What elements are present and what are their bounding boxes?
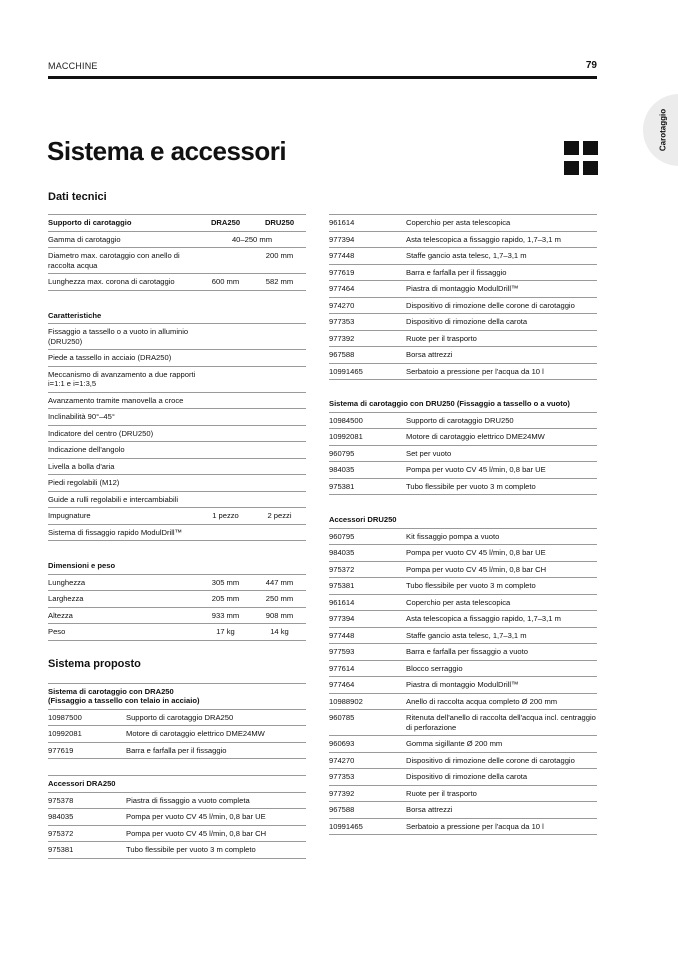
- support-header-dru250: DRU250: [253, 215, 306, 232]
- list-item: [329, 528, 597, 545]
- item-code: 977353: [329, 769, 406, 786]
- dru-accessories-table: [329, 512, 597, 835]
- table-row: [48, 409, 306, 426]
- list-item: [329, 347, 597, 364]
- list-item: [329, 710, 597, 736]
- item-description: Ruote per il trasporto: [406, 785, 597, 802]
- list-item: [329, 769, 597, 786]
- item-description: Tubo flessibile per vuoto 3 m completo: [406, 478, 597, 495]
- row-label: Lunghezza: [48, 574, 198, 591]
- row-value-dra: 1 pezzo: [198, 508, 253, 525]
- row-value-dru: [253, 392, 306, 409]
- table-row: [48, 425, 306, 442]
- row-label: Indicazione dell'angolo: [48, 442, 198, 459]
- item-description: Dispositivo di rimozione delle corone di carotaggio: [406, 297, 597, 314]
- item-code: 974270: [329, 297, 406, 314]
- row-value-dra: 933 mm: [198, 607, 253, 624]
- row-value-dru: [253, 442, 306, 459]
- dra-accessories-title: Accessori DRA250: [48, 776, 306, 793]
- row-value-dra: 205 mm: [198, 591, 253, 608]
- table-row: [48, 324, 306, 350]
- item-description: Dispositivo di rimozione delle corone di carotaggio: [406, 752, 597, 769]
- row-label: Livella a bolla d'aria: [48, 458, 198, 475]
- row-value-dra: [198, 392, 253, 409]
- item-code: 975381: [48, 842, 126, 859]
- list-item: [329, 478, 597, 495]
- item-code: 984035: [329, 545, 406, 562]
- row-value-dra: [198, 458, 253, 475]
- item-description: Pompa per vuoto CV 45 l/min, 0,8 bar UE: [126, 809, 306, 826]
- row-value-dra: [198, 425, 253, 442]
- item-code: 977619: [48, 742, 126, 759]
- list-item: [329, 281, 597, 298]
- item-description: Barra e farfalla per il fissaggio: [126, 742, 306, 759]
- item-description: Motore di carotaggio elettrico DME24MW: [406, 429, 597, 446]
- item-description: Serbatoio a pressione per l'acqua da 10 l: [406, 818, 597, 835]
- dra-accessories-continued-table: [329, 214, 597, 380]
- item-description: Dispositivo di rimozione della carota: [406, 769, 597, 786]
- row-value-dra: [198, 324, 253, 350]
- dra-system-title: [48, 683, 306, 709]
- table-row: [48, 624, 306, 641]
- item-description: Coperchio per asta telescopica: [406, 215, 597, 232]
- list-item: [329, 594, 597, 611]
- table-row: [48, 366, 306, 392]
- row-value-dra: 600 mm: [198, 274, 253, 291]
- row-value-dru: 908 mm: [253, 607, 306, 624]
- list-item: [329, 330, 597, 347]
- dru-system-title: Sistema di carotaggio con DRU250 (Fissaggio a tassello o a vuoto): [329, 396, 597, 412]
- section-title-dati-tecnici: Dati tecnici: [48, 191, 107, 203]
- row-value-merged: 40–250 mm: [198, 231, 306, 248]
- list-item: [329, 627, 597, 644]
- list-item: [329, 660, 597, 677]
- list-item: [329, 802, 597, 819]
- row-value-dra: [198, 350, 253, 367]
- chapter-tab[interactable]: [643, 94, 678, 166]
- table-row: [48, 392, 306, 409]
- item-description: Piastra di montaggio ModulDrill™: [406, 677, 597, 694]
- list-item: [329, 264, 597, 281]
- row-label: Peso: [48, 624, 198, 641]
- list-item: [329, 445, 597, 462]
- page-title: Sistema e accessori: [47, 136, 287, 166]
- page-number: 79: [585, 60, 597, 71]
- item-description: Barra e farfalla per il fissaggio: [406, 264, 597, 281]
- row-value-dra: [198, 366, 253, 392]
- item-code: 975378: [48, 792, 126, 809]
- table-row: [48, 491, 306, 508]
- row-label: Piedi regolabili (M12): [48, 475, 198, 492]
- list-item: [329, 578, 597, 595]
- item-description: Coperchio per asta telescopica: [406, 594, 597, 611]
- row-label: Fissaggio a tassello o a vuoto in alluminio (DRU250): [48, 324, 198, 350]
- row-label: Impugnature: [48, 508, 198, 525]
- list-item: [329, 297, 597, 314]
- item-description: Motore di carotaggio elettrico DME24MW: [126, 726, 306, 743]
- row-value-dru: [253, 350, 306, 367]
- row-label: Larghezza: [48, 591, 198, 608]
- list-item: [329, 215, 597, 232]
- item-code: 977464: [329, 677, 406, 694]
- item-description: Ritenuta dell'anello di raccolta dell'acqua incl. centraggio di perforazione: [406, 710, 597, 736]
- item-code: 984035: [48, 809, 126, 826]
- header-divider: [48, 76, 597, 79]
- item-code: 977593: [329, 644, 406, 661]
- item-code: 960795: [329, 445, 406, 462]
- item-description: Supporto di carotaggio DRA250: [126, 709, 306, 726]
- item-description: Kit fissaggio pompa a vuoto: [406, 528, 597, 545]
- row-value-dra: [198, 475, 253, 492]
- item-code: 10984500: [329, 412, 406, 429]
- list-item: [329, 231, 597, 248]
- list-item: [48, 842, 306, 859]
- table-row: [48, 458, 306, 475]
- list-item: [329, 736, 597, 753]
- row-value-dru: 200 mm: [253, 248, 306, 274]
- row-value-dra: [198, 491, 253, 508]
- list-item: [329, 462, 597, 479]
- row-value-dra: 17 kg: [198, 624, 253, 641]
- left-column: [48, 214, 306, 859]
- item-code: 960785: [329, 710, 406, 736]
- table-row: [48, 508, 306, 525]
- table-row: [48, 248, 306, 274]
- row-value-dru: [253, 409, 306, 426]
- row-label: Inclinabilità 90°–45°: [48, 409, 198, 426]
- item-code: 961614: [329, 215, 406, 232]
- item-description: Blocco serraggio: [406, 660, 597, 677]
- row-value-dru: [253, 366, 306, 392]
- table-row: [48, 350, 306, 367]
- row-value-dru: 250 mm: [253, 591, 306, 608]
- list-item: [329, 248, 597, 265]
- item-code: 977448: [329, 627, 406, 644]
- item-description: Piastra di montaggio ModulDrill™: [406, 281, 597, 298]
- section-title-sistema-proposto: Sistema proposto: [48, 657, 141, 670]
- item-description: Gomma sigillante Ø 200 mm: [406, 736, 597, 753]
- item-code: 960693: [329, 736, 406, 753]
- dru-system-table: [329, 396, 597, 495]
- row-label: Avanzamento tramite manovella a croce: [48, 392, 198, 409]
- item-code: 10992081: [48, 726, 126, 743]
- support-header-label: Supporto di carotaggio: [48, 215, 198, 232]
- table-row: [48, 591, 306, 608]
- dimensions-title: Dimensioni e peso: [48, 558, 306, 574]
- list-item: [329, 644, 597, 661]
- list-item: [329, 785, 597, 802]
- item-code: 975372: [329, 561, 406, 578]
- item-description: Tubo flessibile per vuoto 3 m completo: [406, 578, 597, 595]
- list-item: [48, 709, 306, 726]
- row-value-dra: [198, 248, 253, 274]
- row-label: Indicatore del centro (DRU250): [48, 425, 198, 442]
- table-row: [48, 524, 306, 541]
- dra-system-title-line2: (Fissaggio a tassello con telaio in acciaio): [48, 696, 200, 705]
- item-code: 984035: [329, 462, 406, 479]
- list-item: [329, 693, 597, 710]
- item-description: Staffe gancio asta telesc, 1,7–3,1 m: [406, 248, 597, 265]
- item-code: 977394: [329, 231, 406, 248]
- item-description: Pompa per vuoto CV 45 l/min, 0,8 bar UE: [406, 462, 597, 479]
- list-item: [48, 742, 306, 759]
- row-value-dru: 582 mm: [253, 274, 306, 291]
- dimensions-table: [48, 558, 306, 641]
- item-description: Borsa attrezzi: [406, 347, 597, 364]
- item-description: Serbatoio a pressione per l'acqua da 10 l: [406, 363, 597, 380]
- row-label: Altezza: [48, 607, 198, 624]
- list-item: [329, 363, 597, 380]
- item-description: Piastra di fissaggio a vuoto completa: [126, 792, 306, 809]
- list-item: [48, 825, 306, 842]
- support-header-dra250: DRA250: [198, 215, 253, 232]
- item-code: 960795: [329, 528, 406, 545]
- table-row: [48, 274, 306, 291]
- item-description: Anello di raccolta acqua completo Ø 200 mm: [406, 693, 597, 710]
- row-label: Piede a tassello in acciaio (DRA250): [48, 350, 198, 367]
- row-value-dru: [253, 324, 306, 350]
- item-code: 977353: [329, 314, 406, 331]
- item-code: 974270: [329, 752, 406, 769]
- table-row: [48, 475, 306, 492]
- dra-system-table: [48, 683, 306, 760]
- table-row: [48, 574, 306, 591]
- features-table: [48, 308, 306, 542]
- list-item: [329, 752, 597, 769]
- item-code: 977392: [329, 330, 406, 347]
- item-description: Barra e farfalla per fissaggio a vuoto: [406, 644, 597, 661]
- item-description: Tubo flessibile per vuoto 3 m completo: [126, 842, 306, 859]
- running-header-section: MACCHINE: [48, 61, 98, 71]
- item-description: Asta telescopica a fissaggio rapido, 1,7–3,1 m: [406, 231, 597, 248]
- item-code: 977394: [329, 611, 406, 628]
- item-description: Pompa per vuoto CV 45 l/min, 0,8 bar CH: [126, 825, 306, 842]
- item-code: 967588: [329, 347, 406, 364]
- features-title: Caratteristiche: [48, 308, 306, 324]
- list-item: [329, 611, 597, 628]
- list-item: [329, 412, 597, 429]
- row-label: Meccanismo di avanzamento a due rapporti i=1:1 e i=1:3,5: [48, 366, 198, 392]
- item-description: Ruote per il trasporto: [406, 330, 597, 347]
- item-description: Dispositivo di rimozione della carota: [406, 314, 597, 331]
- row-value-dru: [253, 524, 306, 541]
- list-item: [329, 314, 597, 331]
- item-code: 10987500: [48, 709, 126, 726]
- item-code: 975381: [329, 478, 406, 495]
- item-code: 977619: [329, 264, 406, 281]
- list-item: [329, 677, 597, 694]
- row-value-dra: [198, 442, 253, 459]
- row-label: Guide a rulli regolabili e intercambiabili: [48, 491, 198, 508]
- table-row: [48, 607, 306, 624]
- item-description: Set per vuoto: [406, 445, 597, 462]
- row-label: Sistema di fissaggio rapido ModulDrill™: [48, 524, 198, 541]
- list-item: [48, 809, 306, 826]
- item-code: 977392: [329, 785, 406, 802]
- item-code: 961614: [329, 594, 406, 611]
- support-table: [48, 214, 306, 291]
- item-description: Borsa attrezzi: [406, 802, 597, 819]
- item-code: 967588: [329, 802, 406, 819]
- item-code: 975381: [329, 578, 406, 595]
- chapter-tab-label: Carotaggio: [658, 108, 668, 152]
- item-description: Staffe gancio asta telesc, 1,7–3,1 m: [406, 627, 597, 644]
- list-item: [329, 561, 597, 578]
- item-code: 10991465: [329, 818, 406, 835]
- item-description: Asta telescopica a fissaggio rapido, 1,7–3,1 m: [406, 611, 597, 628]
- row-value-dru: [253, 425, 306, 442]
- item-code: 977464: [329, 281, 406, 298]
- right-column: [329, 214, 597, 835]
- list-item: [48, 792, 306, 809]
- item-code: 975372: [48, 825, 126, 842]
- row-label: Gamma di carotaggio: [48, 231, 198, 248]
- row-value-dru: [253, 491, 306, 508]
- row-label: Diametro max. carotaggio con anello di raccolta acqua: [48, 248, 198, 274]
- dra-system-title-line1: Sistema di carotaggio con DRA250: [48, 686, 174, 696]
- list-item: [48, 726, 306, 743]
- item-code: 10992081: [329, 429, 406, 446]
- row-value-dra: 305 mm: [198, 574, 253, 591]
- row-value-dra: [198, 409, 253, 426]
- table-row: [48, 442, 306, 459]
- grid-icon: [564, 141, 598, 175]
- list-item: [329, 429, 597, 446]
- item-description: Supporto di carotaggio DRU250: [406, 412, 597, 429]
- row-value-dru: 14 kg: [253, 624, 306, 641]
- item-code: 10991465: [329, 363, 406, 380]
- list-item: [329, 545, 597, 562]
- row-value-dru: [253, 458, 306, 475]
- list-item: [329, 818, 597, 835]
- row-value-dru: 447 mm: [253, 574, 306, 591]
- table-row: [48, 231, 306, 248]
- row-value-dra: [198, 524, 253, 541]
- dru-accessories-title: Accessori DRU250: [329, 512, 597, 528]
- dra-accessories-table: [48, 775, 306, 859]
- row-value-dru: [253, 475, 306, 492]
- row-value-dru: 2 pezzi: [253, 508, 306, 525]
- item-code: 10988902: [329, 693, 406, 710]
- item-code: 977614: [329, 660, 406, 677]
- item-description: Pompa per vuoto CV 45 l/min, 0,8 bar CH: [406, 561, 597, 578]
- row-label: Lunghezza max. corona di carotaggio: [48, 274, 198, 291]
- item-description: Pompa per vuoto CV 45 l/min, 0,8 bar UE: [406, 545, 597, 562]
- item-code: 977448: [329, 248, 406, 265]
